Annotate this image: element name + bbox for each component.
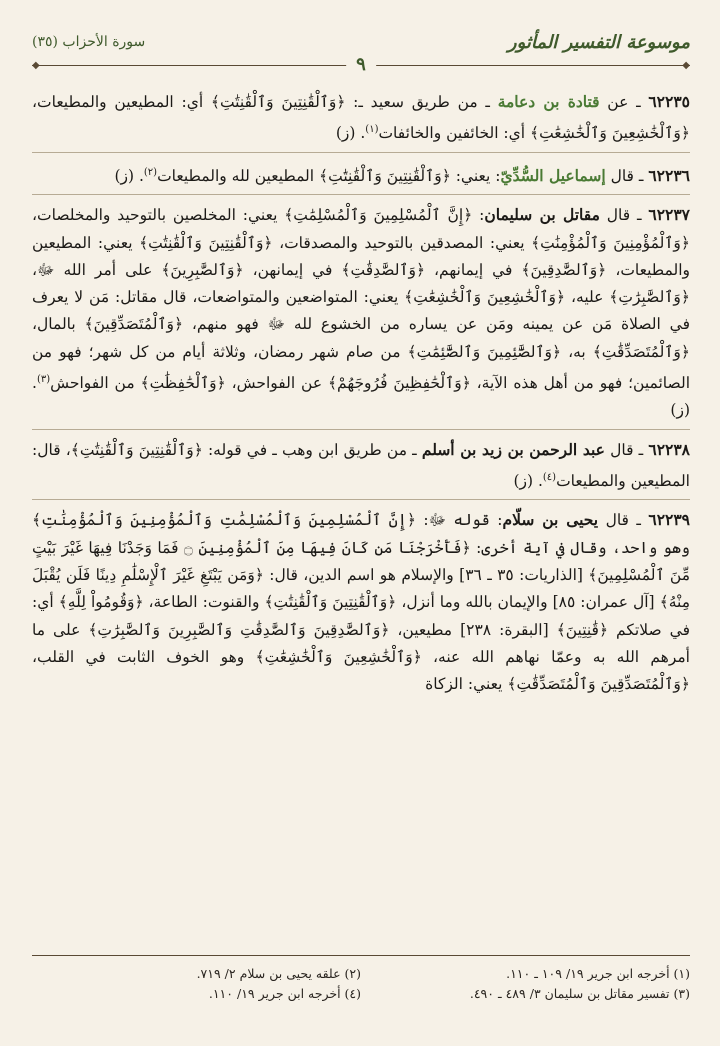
entry-number: ٦٢٢٣٧ <box>648 205 691 225</box>
footnote-ref[interactable]: (٤) <box>542 472 557 484</box>
footnotes <box>32 955 690 1004</box>
footnote-item: (١) أخرجه ابن جرير ١٩/ ١٠٩ ـ ١١٠. <box>506 966 690 981</box>
narrator-name: عبد الرحمن بن زيد بن أسلم <box>421 439 605 459</box>
entry-tail: . (ز) <box>335 124 366 143</box>
entry-paragraph <box>32 506 690 698</box>
footnote-item: (٢) علقه يحيى بن سلام ٢/ ٧١٩. <box>196 966 361 981</box>
entry-tail: . (ز) <box>513 472 543 491</box>
entry-number: ٦٢٢٣٩ <box>648 510 691 530</box>
page-number: ٩ <box>346 54 376 75</box>
entry-text: ـ من طريق سعيد ـ: ﴿وَٱلْقَٰنِتِينَ وَٱلْقَٰنِتَٰتِ﴾ أي: المطيعين والمطيعات، ﴿وَٱلْخَٰشِعِينَ وَٱلْخَٰشِعَٰتِ﴾ أي: الخائفين والخائفات <box>32 93 690 143</box>
footnote-item: (٤) أخرجه ابن جرير ١٩/ ١١٠. <box>208 986 361 1001</box>
entry-lead: ـ قال <box>604 440 649 459</box>
entry-number: ٦٢٢٣٦ <box>648 165 690 185</box>
entry-tail: . (ز) <box>114 166 144 185</box>
footnote-ref[interactable]: (٣) <box>36 373 51 385</box>
entry-text: : ﴿إِنَّ ٱلْمُسْلِمِينَ وَٱلْمُسْلِمَٰتِ﴾ يعني: المخلصين بالتوحيد والمخلصات، ﴿وَٱلْمُؤْمِنِينَ وَٱلْمُؤْمِنَٰتِ﴾ يعني: المصدقين بالتوحيد والمصدقات، ﴿وَٱلْقَٰنِتِينَ وَٱلْقَٰنِتَٰتِ﴾ يعني: المطيعين والمطيعات، ﴿وَٱلصَّٰدِقِينَ﴾ في إيمانهم، ﴿وَٱلصَّٰدِقَٰتِ﴾ في إيمانهن، ﴿وَٱلصَّٰبِرِينَ﴾ على أمر الله ﷻ، ﴿وَٱلصَّٰبِرَٰتِ﴾ عليه، ﴿وَٱلْخَٰشِعِينَ وَٱلْخَٰشِعَٰتِ﴾ يعني: المتواضعين والمتواضعات، قال مقاتل: مَن لا يعرف في الصلاة مَن عن يمينه ومَن عن يساره من الخشوع لله ﷻ فهو منهم، ﴿وَٱلْمُتَصَدِّقِينَ﴾ بالمال، ﴿وَٱلْمُتَصَدِّقَٰتِ﴾ به، ﴿وَٱلصَّٰٓئِمِينَ وَٱلصَّٰٓئِمَٰتِ﴾ من صام شهر رمضان، وثلاثة أيام من كل شهر؛ فهو من الصائمين؛ فهو من أهل هذه الآية، ﴿وَٱلْحَٰفِظِينَ فُرُوجَهُمْ﴾ عن الفواحش، ﴿وَٱلْحَٰفِظَٰتِ﴾ من الفواحش <box>32 206 690 393</box>
entry-separator <box>32 499 690 500</box>
entry-paragraph <box>32 436 690 496</box>
footnote-item: (٣) تفسير مقاتل بن سليمان ٣/ ٤٨٩ ـ ٤٩٠. <box>469 986 690 1001</box>
narrator-name: مقاتل بن سليمان <box>484 205 600 225</box>
narrator-name: قتادة بن دعامة <box>497 92 600 111</box>
entry-separator <box>32 152 690 153</box>
narrator-name: يحيى بن سلّام <box>502 510 599 530</box>
entry-tail: . (ز) <box>32 374 690 420</box>
entry-paragraph <box>32 201 690 425</box>
entry-text: : قوله ﷻ: ﴿إِنَّ ٱلْمُسْلِمِينَ وَٱلْمُسْلِمَٰتِ وَٱلْمُؤْمِنِينَ وَٱلْمُؤْمِنَٰتِ﴾ وهو واحد، وقال في آية أخرى: ﴿فَأَخْرَجْنَا مَن كَانَ فِيهَا مِنَ ٱلْمُؤْمِنِينَ ۝ فَمَا وَجَدْنَا فِيهَا غَيْرَ بَيْتٍ مِّنَ ٱلْمُسْلِمِينَ﴾ [الذاريات: ٣٥ ـ ٣٦] والإسلام هو اسم الدين، قال: ﴿وَمَن يَبْتَغِ غَيْرَ ٱلْإِسْلَٰمِ دِينًا فَلَن يُقْبَلَ مِنْهُ﴾ [آل عمران: ٨٥] والإيمان بالله وما أنزل، ﴿وَٱلْقَٰنِتِينَ وَٱلْقَٰنِتَٰتِ﴾ والقنوت: الطاعة، ﴿وَقُومُواْ لِلَّهِ﴾ أي: في صلاتكم ﴿قَٰنِتِينَ﴾ [البقرة: ٢٣٨] مطيعين، ﴿وَٱلصَّٰدِقِينَ وَٱلصَّٰدِقَٰتِ وَٱلصَّٰبِرِينَ وَٱلصَّٰبِرَٰتِ﴾ على ما أمرهم الله به وعمّا نهاهم الله عنه، ﴿وَٱلْخَٰشِعِينَ وَٱلْخَٰشِعَٰتِ﴾ وهو الخوف الثابت في القلب، ﴿وَٱلْمُتَصَدِّقِينَ وَٱلْمُتَصَدِّقَٰتِ﴾ يعني: الزكاة <box>32 511 690 694</box>
entry-separator <box>32 429 690 430</box>
entry-lead: ـ قال <box>605 166 649 185</box>
header-rule <box>32 54 690 75</box>
footnote-ref[interactable]: (١) <box>365 124 379 136</box>
main-text <box>32 88 690 699</box>
entry-paragraph <box>32 88 690 148</box>
series-title: موسوعة التفسير المأثور <box>507 32 690 53</box>
entry-text: ـ من طريق ابن وهب ـ في قوله: ﴿وَٱلْقَٰنِتِينَ وَٱلْقَٰنِتَٰتِ﴾، قال: المطيعين والمطيعات <box>32 440 690 491</box>
page-header <box>32 0 690 53</box>
entry-number: ٦٢٢٣٨ <box>648 439 691 459</box>
entry-lead: ـ قال <box>598 511 649 530</box>
entry-text: : يعني: ﴿وَٱلْقَٰنِتِينَ وَٱلْقَٰنِتَٰتِ﴾ المطيعين لله والمطيعات <box>157 166 501 185</box>
surah-label: سورة الأحزاب (٣٥) <box>32 34 146 50</box>
entry-lead: ـ قال <box>599 206 649 225</box>
entry-number: ٦٢٢٣٥ <box>648 92 690 111</box>
entry-separator <box>32 194 690 195</box>
entry-lead: ـ عن <box>599 93 649 111</box>
entry-paragraph <box>32 159 690 190</box>
ornament-icon: ◆ <box>682 60 690 71</box>
narrator-name: إسماعيل السُّدِّيّ <box>500 165 606 185</box>
ornament-icon: ◆ <box>32 60 40 71</box>
footnote-ref[interactable]: (٢) <box>143 166 158 178</box>
